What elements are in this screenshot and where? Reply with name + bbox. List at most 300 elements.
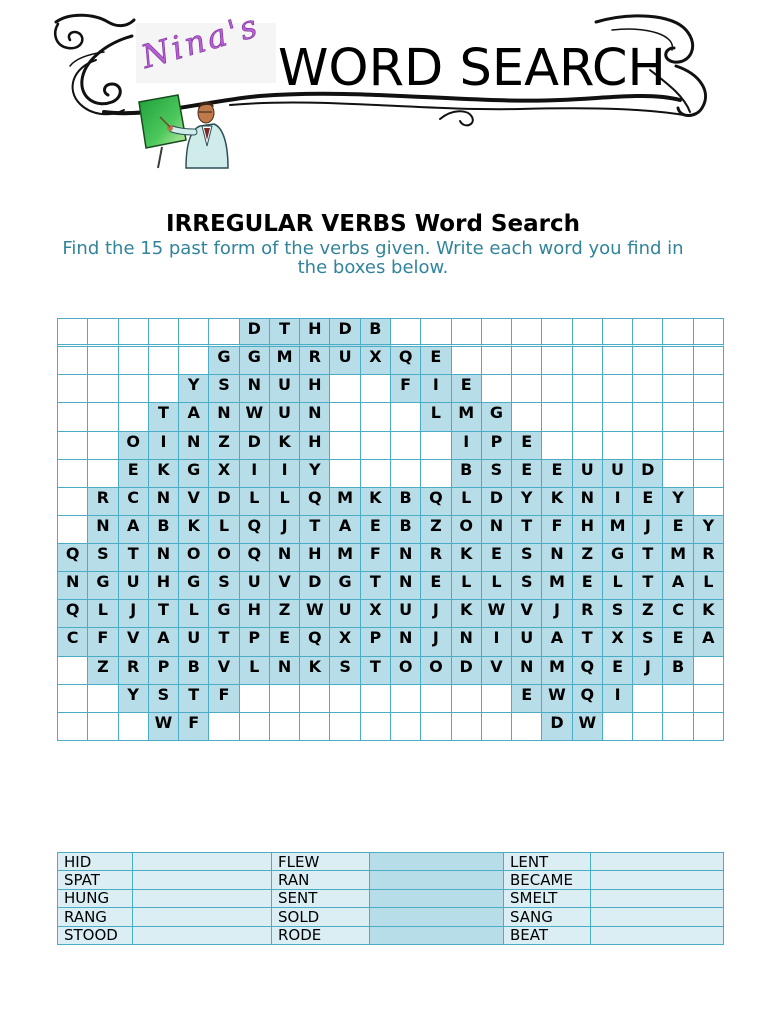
verb-label: SANG (504, 908, 591, 926)
grid-letter-cell: G (330, 572, 360, 600)
grid-empty-cell (58, 432, 88, 460)
grid-letter-cell: E (542, 460, 572, 488)
grid-letter-cell: I (270, 460, 300, 488)
grid-empty-cell (603, 375, 633, 403)
grid-empty-cell (694, 685, 724, 713)
verb-label: SPAT (58, 871, 133, 889)
grid-empty-cell (663, 685, 693, 713)
grid-empty-cell (694, 657, 724, 685)
grid-letter-cell: G (209, 347, 239, 375)
grid-letter-cell: K (542, 488, 572, 516)
grid-letter-cell: L (88, 600, 118, 628)
grid-empty-cell (330, 713, 360, 741)
grid-letter-cell: L (240, 488, 270, 516)
grid-letter-cell: T (300, 516, 330, 544)
grid-empty-cell (603, 347, 633, 375)
grid-letter-cell: B (149, 516, 179, 544)
grid-empty-cell (119, 347, 149, 375)
grid-letter-cell: V (512, 600, 542, 628)
grid-letter-cell: B (452, 460, 482, 488)
grid-empty-cell (179, 319, 209, 347)
grid-letter-cell: T (633, 544, 663, 572)
grid-letter-cell: J (633, 516, 663, 544)
grid-letter-cell: K (452, 600, 482, 628)
grid-letter-cell: M (542, 572, 572, 600)
grid-letter-cell: L (452, 488, 482, 516)
grid-letter-cell: L (452, 572, 482, 600)
answer-box[interactable] (370, 853, 504, 871)
grid-empty-cell (542, 432, 572, 460)
word-search-grid (57, 318, 724, 741)
grid-letter-cell: W (573, 713, 603, 741)
worksheet-title: IRREGULAR VERBS Word Search (166, 211, 580, 237)
header-title: WORD SEARCH (278, 39, 666, 98)
grid-empty-cell (330, 685, 360, 713)
grid-empty-cell (663, 319, 693, 347)
grid-empty-cell (330, 460, 360, 488)
answer-box[interactable] (591, 853, 724, 871)
grid-empty-cell (663, 460, 693, 488)
grid-letter-cell: S (209, 572, 239, 600)
grid-letter-cell: I (603, 685, 633, 713)
grid-letter-cell: U (119, 572, 149, 600)
grid-letter-cell: S (603, 600, 633, 628)
grid-empty-cell (119, 713, 149, 741)
grid-letter-cell: Y (300, 460, 330, 488)
grid-letter-cell: U (240, 572, 270, 600)
grid-letter-cell: D (240, 432, 270, 460)
grid-letter-cell: U (573, 460, 603, 488)
grid-empty-cell (88, 713, 118, 741)
grid-empty-cell (149, 319, 179, 347)
grid-empty-cell (58, 347, 88, 375)
answer-box[interactable] (133, 853, 272, 871)
grid-empty-cell (694, 403, 724, 431)
grid-empty-cell (391, 432, 421, 460)
answer-box[interactable] (591, 926, 724, 944)
grid-letter-cell: C (58, 628, 88, 656)
grid-letter-cell: E (663, 516, 693, 544)
grid-letter-cell: N (270, 544, 300, 572)
grid-empty-cell (330, 403, 360, 431)
answer-box[interactable] (370, 908, 504, 926)
grid-empty-cell (512, 319, 542, 347)
grid-empty-cell (119, 319, 149, 347)
grid-empty-cell (573, 375, 603, 403)
grid-letter-cell: U (391, 600, 421, 628)
grid-letter-cell: Z (209, 432, 239, 460)
grid-letter-cell: W (149, 713, 179, 741)
grid-letter-cell: R (573, 600, 603, 628)
grid-letter-cell: A (694, 628, 724, 656)
grid-letter-cell: T (149, 403, 179, 431)
grid-letter-cell: A (542, 628, 572, 656)
answer-box[interactable] (591, 908, 724, 926)
grid-letter-cell: L (482, 572, 512, 600)
grid-empty-cell (482, 319, 512, 347)
grid-letter-cell: N (149, 488, 179, 516)
grid-empty-cell (663, 403, 693, 431)
grid-letter-cell: T (573, 628, 603, 656)
grid-empty-cell (512, 403, 542, 431)
grid-empty-cell (300, 685, 330, 713)
grid-empty-cell (270, 685, 300, 713)
grid-letter-cell: B (391, 516, 421, 544)
grid-letter-cell: C (663, 600, 693, 628)
grid-letter-cell: N (149, 544, 179, 572)
grid-letter-cell: Z (88, 657, 118, 685)
answer-box[interactable] (591, 889, 724, 907)
grid-letter-cell: F (209, 685, 239, 713)
grid-empty-cell (58, 460, 88, 488)
grid-letter-cell: B (391, 488, 421, 516)
grid-empty-cell (179, 347, 209, 375)
grid-empty-cell (452, 347, 482, 375)
grid-letter-cell: H (300, 375, 330, 403)
grid-letter-cell: D (240, 319, 270, 347)
answer-box[interactable] (133, 871, 272, 889)
grid-letter-cell: W (300, 600, 330, 628)
grid-letter-cell: L (209, 516, 239, 544)
grid-empty-cell (330, 375, 360, 403)
grid-letter-cell: V (119, 628, 149, 656)
grid-letter-cell: Q (391, 347, 421, 375)
grid-letter-cell: E (482, 544, 512, 572)
grid-letter-cell: J (633, 657, 663, 685)
grid-empty-cell (633, 713, 663, 741)
grid-letter-cell: A (663, 572, 693, 600)
grid-empty-cell (603, 403, 633, 431)
grid-letter-cell: T (179, 685, 209, 713)
grid-letter-cell: J (421, 628, 451, 656)
grid-empty-cell (694, 488, 724, 516)
grid-letter-cell: B (361, 319, 391, 347)
grid-letter-cell: J (270, 516, 300, 544)
grid-letter-cell: T (361, 572, 391, 600)
grid-letter-cell: E (512, 685, 542, 713)
grid-letter-cell: N (209, 403, 239, 431)
grid-empty-cell (391, 460, 421, 488)
grid-empty-cell (452, 319, 482, 347)
grid-empty-cell (391, 685, 421, 713)
grid-letter-cell: K (179, 516, 209, 544)
grid-letter-cell: S (209, 375, 239, 403)
grid-letter-cell: B (663, 657, 693, 685)
grid-letter-cell: I (452, 432, 482, 460)
grid-letter-cell: I (149, 432, 179, 460)
grid-empty-cell (573, 319, 603, 347)
grid-letter-cell: E (361, 516, 391, 544)
grid-empty-cell (633, 375, 663, 403)
answer-box[interactable] (370, 926, 504, 944)
grid-empty-cell (58, 516, 88, 544)
grid-letter-cell: D (452, 657, 482, 685)
grid-empty-cell (421, 432, 451, 460)
grid-letter-cell: T (209, 628, 239, 656)
grid-letter-cell: G (179, 572, 209, 600)
word-list-row (58, 871, 724, 889)
grid-letter-cell: R (300, 347, 330, 375)
grid-letter-cell: N (391, 628, 421, 656)
grid-empty-cell (421, 460, 451, 488)
grid-letter-cell: D (209, 488, 239, 516)
grid-empty-cell (633, 685, 663, 713)
grid-letter-cell: Q (421, 488, 451, 516)
grid-letter-cell: N (391, 572, 421, 600)
grid-letter-cell: U (270, 375, 300, 403)
grid-empty-cell (88, 460, 118, 488)
grid-empty-cell (663, 375, 693, 403)
verb-label: BEAT (504, 926, 591, 944)
grid-letter-cell: Q (573, 685, 603, 713)
grid-letter-cell: J (421, 600, 451, 628)
grid-letter-cell: K (452, 544, 482, 572)
grid-letter-cell: G (482, 403, 512, 431)
grid-empty-cell (512, 347, 542, 375)
grid-letter-cell: H (149, 572, 179, 600)
grid-letter-cell: Y (694, 516, 724, 544)
word-list-row (58, 889, 724, 907)
grid-empty-cell (633, 403, 663, 431)
grid-letter-cell: A (149, 628, 179, 656)
grid-letter-cell: D (300, 572, 330, 600)
grid-letter-cell: K (694, 600, 724, 628)
verb-label: RODE (272, 926, 370, 944)
grid-empty-cell (603, 319, 633, 347)
grid-empty-cell (58, 403, 88, 431)
grid-letter-cell: G (240, 347, 270, 375)
grid-letter-cell: S (482, 460, 512, 488)
grid-empty-cell (542, 403, 572, 431)
grid-empty-cell (119, 375, 149, 403)
grid-letter-cell: O (119, 432, 149, 460)
grid-empty-cell (58, 488, 88, 516)
grid-letter-cell: E (452, 375, 482, 403)
grid-letter-cell: M (330, 488, 360, 516)
grid-empty-cell (361, 713, 391, 741)
grid-letter-cell: O (452, 516, 482, 544)
grid-letter-cell: F (88, 628, 118, 656)
grid-letter-cell: J (119, 600, 149, 628)
grid-letter-cell: G (88, 572, 118, 600)
verb-label: BECAME (504, 871, 591, 889)
grid-letter-cell: M (330, 544, 360, 572)
answer-box[interactable] (133, 926, 272, 944)
grid-letter-cell: P (361, 628, 391, 656)
grid-letter-cell: E (119, 460, 149, 488)
grid-letter-cell: L (603, 572, 633, 600)
grid-empty-cell (694, 432, 724, 460)
grid-letter-cell: U (330, 347, 360, 375)
grid-empty-cell (88, 432, 118, 460)
answer-box[interactable] (591, 871, 724, 889)
grid-letter-cell: G (179, 460, 209, 488)
grid-letter-cell: F (391, 375, 421, 403)
grid-letter-cell: R (694, 544, 724, 572)
grid-empty-cell (361, 403, 391, 431)
grid-letter-cell: I (240, 460, 270, 488)
grid-empty-cell (88, 319, 118, 347)
grid-empty-cell (573, 403, 603, 431)
grid-letter-cell: H (300, 432, 330, 460)
grid-letter-cell: J (542, 600, 572, 628)
grid-letter-cell: C (119, 488, 149, 516)
grid-letter-cell: T (512, 516, 542, 544)
grid-empty-cell (58, 685, 88, 713)
grid-letter-cell: T (119, 544, 149, 572)
grid-empty-cell (633, 347, 663, 375)
grid-letter-cell: N (542, 544, 572, 572)
grid-letter-cell: M (542, 657, 572, 685)
word-list-row (58, 908, 724, 926)
grid-empty-cell (694, 319, 724, 347)
grid-empty-cell (694, 347, 724, 375)
grid-letter-cell: X (330, 628, 360, 656)
grid-letter-cell: L (179, 600, 209, 628)
grid-letter-cell: Q (240, 544, 270, 572)
grid-letter-cell: K (149, 460, 179, 488)
verb-label: RAN (272, 871, 370, 889)
grid-letter-cell: U (179, 628, 209, 656)
grid-letter-cell: F (361, 544, 391, 572)
grid-empty-cell (633, 432, 663, 460)
grid-letter-cell: P (149, 657, 179, 685)
grid-letter-cell: Z (633, 600, 663, 628)
grid-letter-cell: R (88, 488, 118, 516)
grid-letter-cell: P (240, 628, 270, 656)
grid-letter-cell: K (270, 432, 300, 460)
grid-letter-cell: H (573, 516, 603, 544)
grid-empty-cell (88, 685, 118, 713)
answer-box[interactable] (133, 889, 272, 907)
grid-empty-cell (482, 713, 512, 741)
grid-letter-cell: N (573, 488, 603, 516)
verb-label: FLEW (272, 853, 370, 871)
grid-empty-cell (452, 685, 482, 713)
grid-letter-cell: W (542, 685, 572, 713)
grid-letter-cell: D (482, 488, 512, 516)
grid-empty-cell (361, 685, 391, 713)
grid-letter-cell: R (119, 657, 149, 685)
answer-box[interactable] (133, 908, 272, 926)
grid-empty-cell (209, 319, 239, 347)
grid-empty-cell (88, 403, 118, 431)
brand-name: Nina's (137, 6, 264, 76)
grid-empty-cell (663, 713, 693, 741)
grid-empty-cell (361, 460, 391, 488)
grid-empty-cell (149, 375, 179, 403)
word-list-row (58, 926, 724, 944)
word-list-row (58, 853, 724, 871)
grid-letter-cell: Z (573, 544, 603, 572)
grid-letter-cell: O (209, 544, 239, 572)
grid-letter-cell: E (512, 460, 542, 488)
grid-letter-cell: V (179, 488, 209, 516)
grid-letter-cell: M (452, 403, 482, 431)
grid-letter-cell: M (270, 347, 300, 375)
worksheet-instructions: Find the 15 past form of the verbs given. Write each word you find in the boxes below. (62, 238, 684, 278)
grid-letter-cell: E (421, 572, 451, 600)
grid-letter-cell: Q (240, 516, 270, 544)
grid-empty-cell (663, 432, 693, 460)
grid-empty-cell (694, 713, 724, 741)
grid-empty-cell (512, 375, 542, 403)
grid-letter-cell: Y (179, 375, 209, 403)
grid-letter-cell: D (542, 713, 572, 741)
grid-empty-cell (603, 713, 633, 741)
grid-letter-cell: N (179, 432, 209, 460)
verb-label: RANG (58, 908, 133, 926)
grid-letter-cell: R (421, 544, 451, 572)
grid-letter-cell: T (361, 657, 391, 685)
grid-letter-cell: L (240, 657, 270, 685)
grid-letter-cell: N (452, 628, 482, 656)
grid-letter-cell: Q (573, 657, 603, 685)
grid-letter-cell: N (88, 516, 118, 544)
grid-letter-cell: T (270, 319, 300, 347)
grid-empty-cell (361, 375, 391, 403)
grid-letter-cell: N (58, 572, 88, 600)
grid-letter-cell: Z (421, 516, 451, 544)
grid-letter-cell: L (694, 572, 724, 600)
grid-letter-cell: S (633, 628, 663, 656)
grid-empty-cell (58, 713, 88, 741)
grid-empty-cell (391, 319, 421, 347)
grid-letter-cell: Q (58, 600, 88, 628)
grid-letter-cell: F (542, 516, 572, 544)
answer-box[interactable] (370, 871, 504, 889)
grid-letter-cell: Q (58, 544, 88, 572)
verb-label: STOOD (58, 926, 133, 944)
grid-empty-cell (391, 403, 421, 431)
grid-empty-cell (421, 713, 451, 741)
grid-empty-cell (421, 319, 451, 347)
grid-empty-cell (663, 347, 693, 375)
grid-letter-cell: U (512, 628, 542, 656)
grid-letter-cell: N (300, 403, 330, 431)
grid-letter-cell: N (391, 544, 421, 572)
grid-letter-cell: F (179, 713, 209, 741)
grid-letter-cell: N (270, 657, 300, 685)
grid-empty-cell (119, 403, 149, 431)
grid-letter-cell: H (300, 544, 330, 572)
grid-letter-cell: I (603, 488, 633, 516)
grid-letter-cell: S (330, 657, 360, 685)
grid-letter-cell: U (330, 600, 360, 628)
answer-box[interactable] (370, 889, 504, 907)
grid-letter-cell: L (421, 403, 451, 431)
grid-empty-cell (482, 347, 512, 375)
grid-empty-cell (512, 713, 542, 741)
grid-letter-cell: N (482, 516, 512, 544)
grid-empty-cell (240, 713, 270, 741)
grid-letter-cell: Y (119, 685, 149, 713)
grid-letter-cell: T (149, 600, 179, 628)
grid-letter-cell: Y (512, 488, 542, 516)
grid-empty-cell (573, 347, 603, 375)
grid-empty-cell (58, 657, 88, 685)
grid-letter-cell: I (482, 628, 512, 656)
grid-empty-cell (270, 713, 300, 741)
grid-letter-cell: O (179, 544, 209, 572)
grid-empty-cell (452, 713, 482, 741)
grid-empty-cell (694, 460, 724, 488)
grid-letter-cell: K (361, 488, 391, 516)
grid-letter-cell: E (421, 347, 451, 375)
grid-letter-cell: Y (663, 488, 693, 516)
verb-label: HUNG (58, 889, 133, 907)
grid-letter-cell: G (209, 600, 239, 628)
